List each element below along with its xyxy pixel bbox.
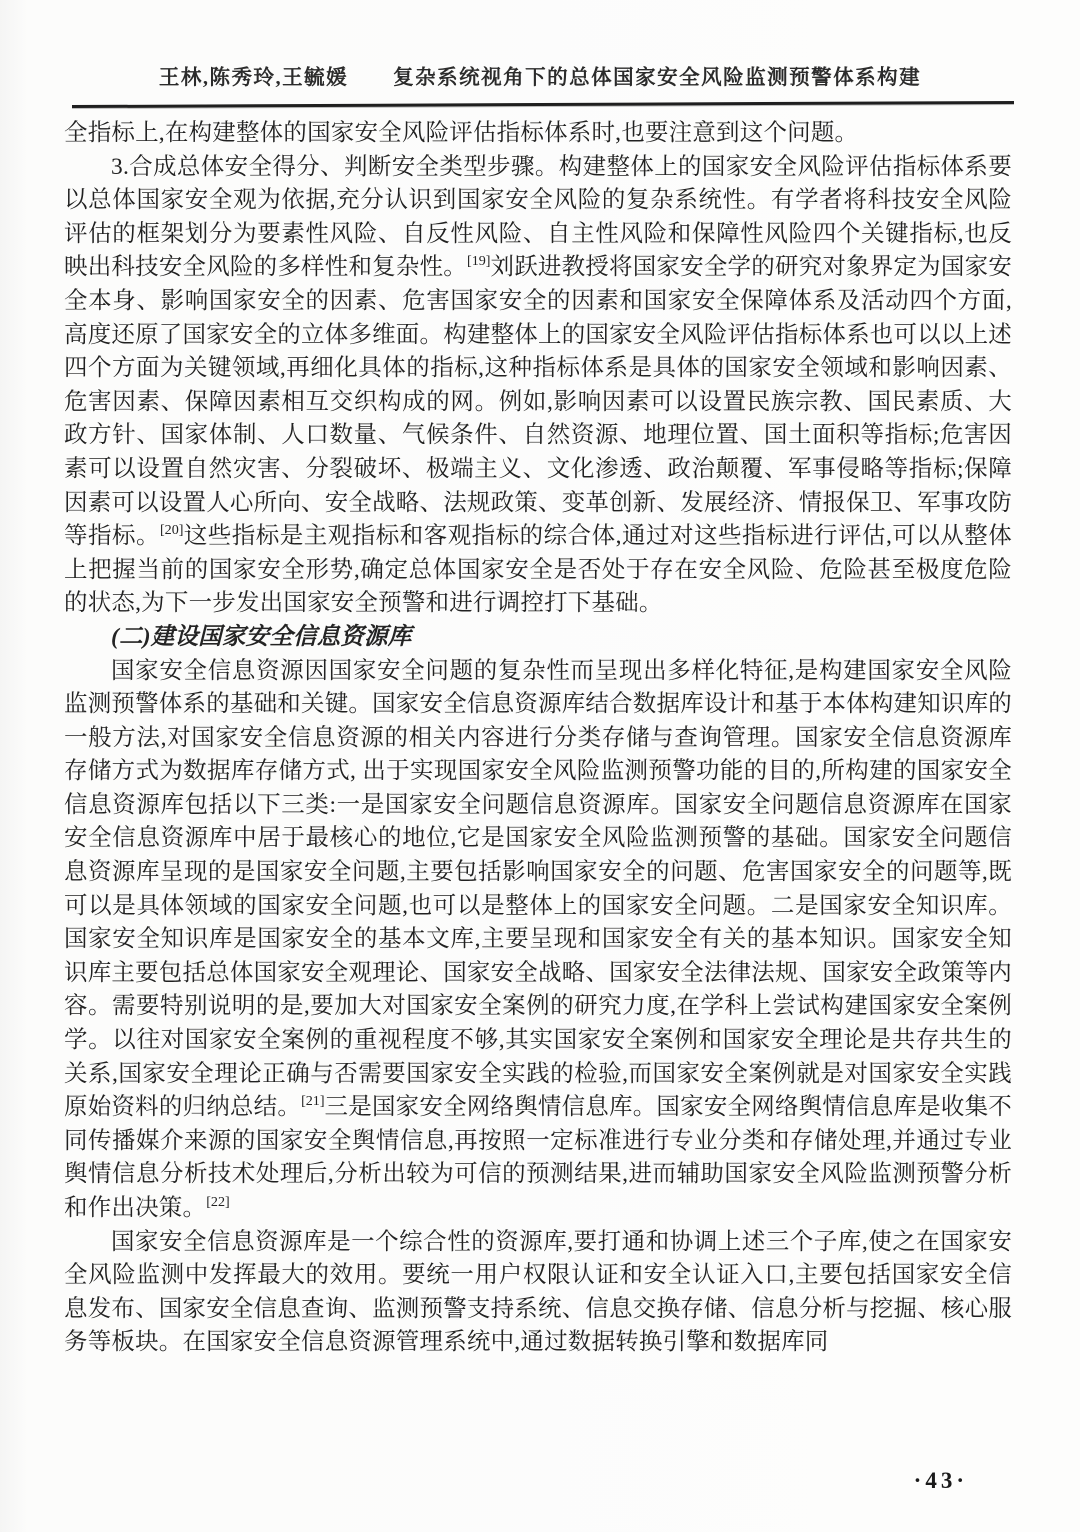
article-body: [64, 117, 1012, 1360]
paragraph: 3.合成总体安全得分、判断安全类型步骤。构建整体上的国家安全风险评估指标体系要以总体国家安全观为依据,充分认识到国家安全风险的复杂系统性。有学者将科技安全风险评估的框架划分为要素性风险、自反性风险、自主性风险和保障性风险四个关键指标,也反映出科技安全风险的多样性和复杂性。[19]刘跃进教授将国家安全学的研究对象界定为国家安全本身、影响国家安全的因素、危害国家安全的因素和国家安全保障体系及活动四个方面,高度还原了国家安全的立体多维面。构建整体上的国家安全风险评估指标体系也可以以上述四个方面为关键领域,再细化具体的指标,这种指标体系是具体的国家安全领域和影响因素、危害因素、保障因素相互交织构成的网。例如,影响因素可以设置民族宗教、国民素质、大政方针、国家体制、人口数量、气候条件、自然资源、地理位置、国土面积等指标;危害因素可以设置自然灾害、分裂破坏、极端主义、文化渗透、政治颠覆、军事侵略等指标;保障因素可以设置人心所向、安全战略、法规政策、变革创新、发展经济、情报保卫、军事攻防等指标。[20]这些指标是主观指标和客观指标的综合体,通过对这些指标进行评估,可以从整体上把握当前的国家安全形势,确定总体国家安全是否处于存在安全风险、危险甚至极度危险的状态,为下一步发出国家安全预警和进行调控打下基础。: [64, 153, 1012, 617]
header-divider-rule: [72, 101, 1014, 108]
section-subheading: (二)建设国家安全信息资源库: [111, 623, 412, 650]
citation-ref: [19]: [467, 253, 491, 270]
header-paper-title: 复杂系统视角下的总体国家安全风险监测预警体系构建: [393, 67, 922, 89]
citation-ref: [22]: [206, 1194, 230, 1211]
citation-ref: [20]: [159, 522, 184, 539]
paragraph: 国家安全信息资源因国家安全问题的复杂性而呈现出多样化特征,是构建国家安全风险监测预警体系的基础和关键。国家安全信息资源库结合数据库设计和基于本体构建知识库的一般方法,对国家安全信息资源的相关内容进行分类存储与查询管理。国家安全信息资源库存储方式为数据库存储方式, 出于实现国家安全风险监测预警功能的目的,所构建的国家安全信息资源库包括以下三类:一是国家安全问题信息资源库。国家安全问题信息资源库在国家安全信息资源库中居于最核心的地位,它是国家安全风险监测预警的基础。国家安全问题信息资源库呈现的是国家安全问题,主要包括影响国家安全的问题、危害国家安全的问题等,既可以是具体领域的国家安全问题,也可以是整体上的国家安全问题。二是国家安全知识库。国家安全知识库是国家安全的基本文库,主要呈现和国家安全有关的基本知识。国家安全知识库主要包括总体国家安全观理论、国家安全战略、国家安全法律法规、国家安全政策等内容。需要特别说明的是,要加大对国家安全案例的研究力度,在学科上尝试构建国家安全案例学。以往对国家安全案例的重视程度不够,其实国家安全案例和国家安全理论是共存共生的关系,国家安全理论正确与否需要国家安全实践的检验,而国家安全案例就是对国家安全实践原始资料的归纳总结。[21]三是国家安全网络舆情信息库。国家安全网络舆情信息库是收集不同传播媒介来源的国家安全舆情信息,再按照一定标准进行专业分类和存储处理,并通过专业舆情信息分析技术处理后,分析出较为可信的预测结果,进而辅助国家安全风险监测预警分析和作出决策。[22]: [64, 657, 1012, 1221]
paragraph: 国家安全信息资源库是一个综合性的资源库,要打通和协调上述三个子库,使之在国家安全风险监测中发挥最大的效用。要统一用户权限认证和安全认证入口,主要包括国家安全信息发布、国家安全信息查询、监测预警支持系统、信息交换存储、信息分析与挖掘、核心服务等板块。在国家安全信息资源管理系统中,通过数据转换引擎和数据库同: [64, 1228, 1012, 1356]
running-header: [0, 60, 1080, 90]
citation-ref: [21]: [301, 1093, 325, 1110]
header-authors: 王林,陈秀玲,王毓媛: [158, 67, 349, 89]
paragraph: 全指标上,在构建整体的国家安全风险评估指标体系时,也要注意到这个问题。: [64, 120, 859, 146]
page-number: ·43·: [913, 1468, 968, 1493]
